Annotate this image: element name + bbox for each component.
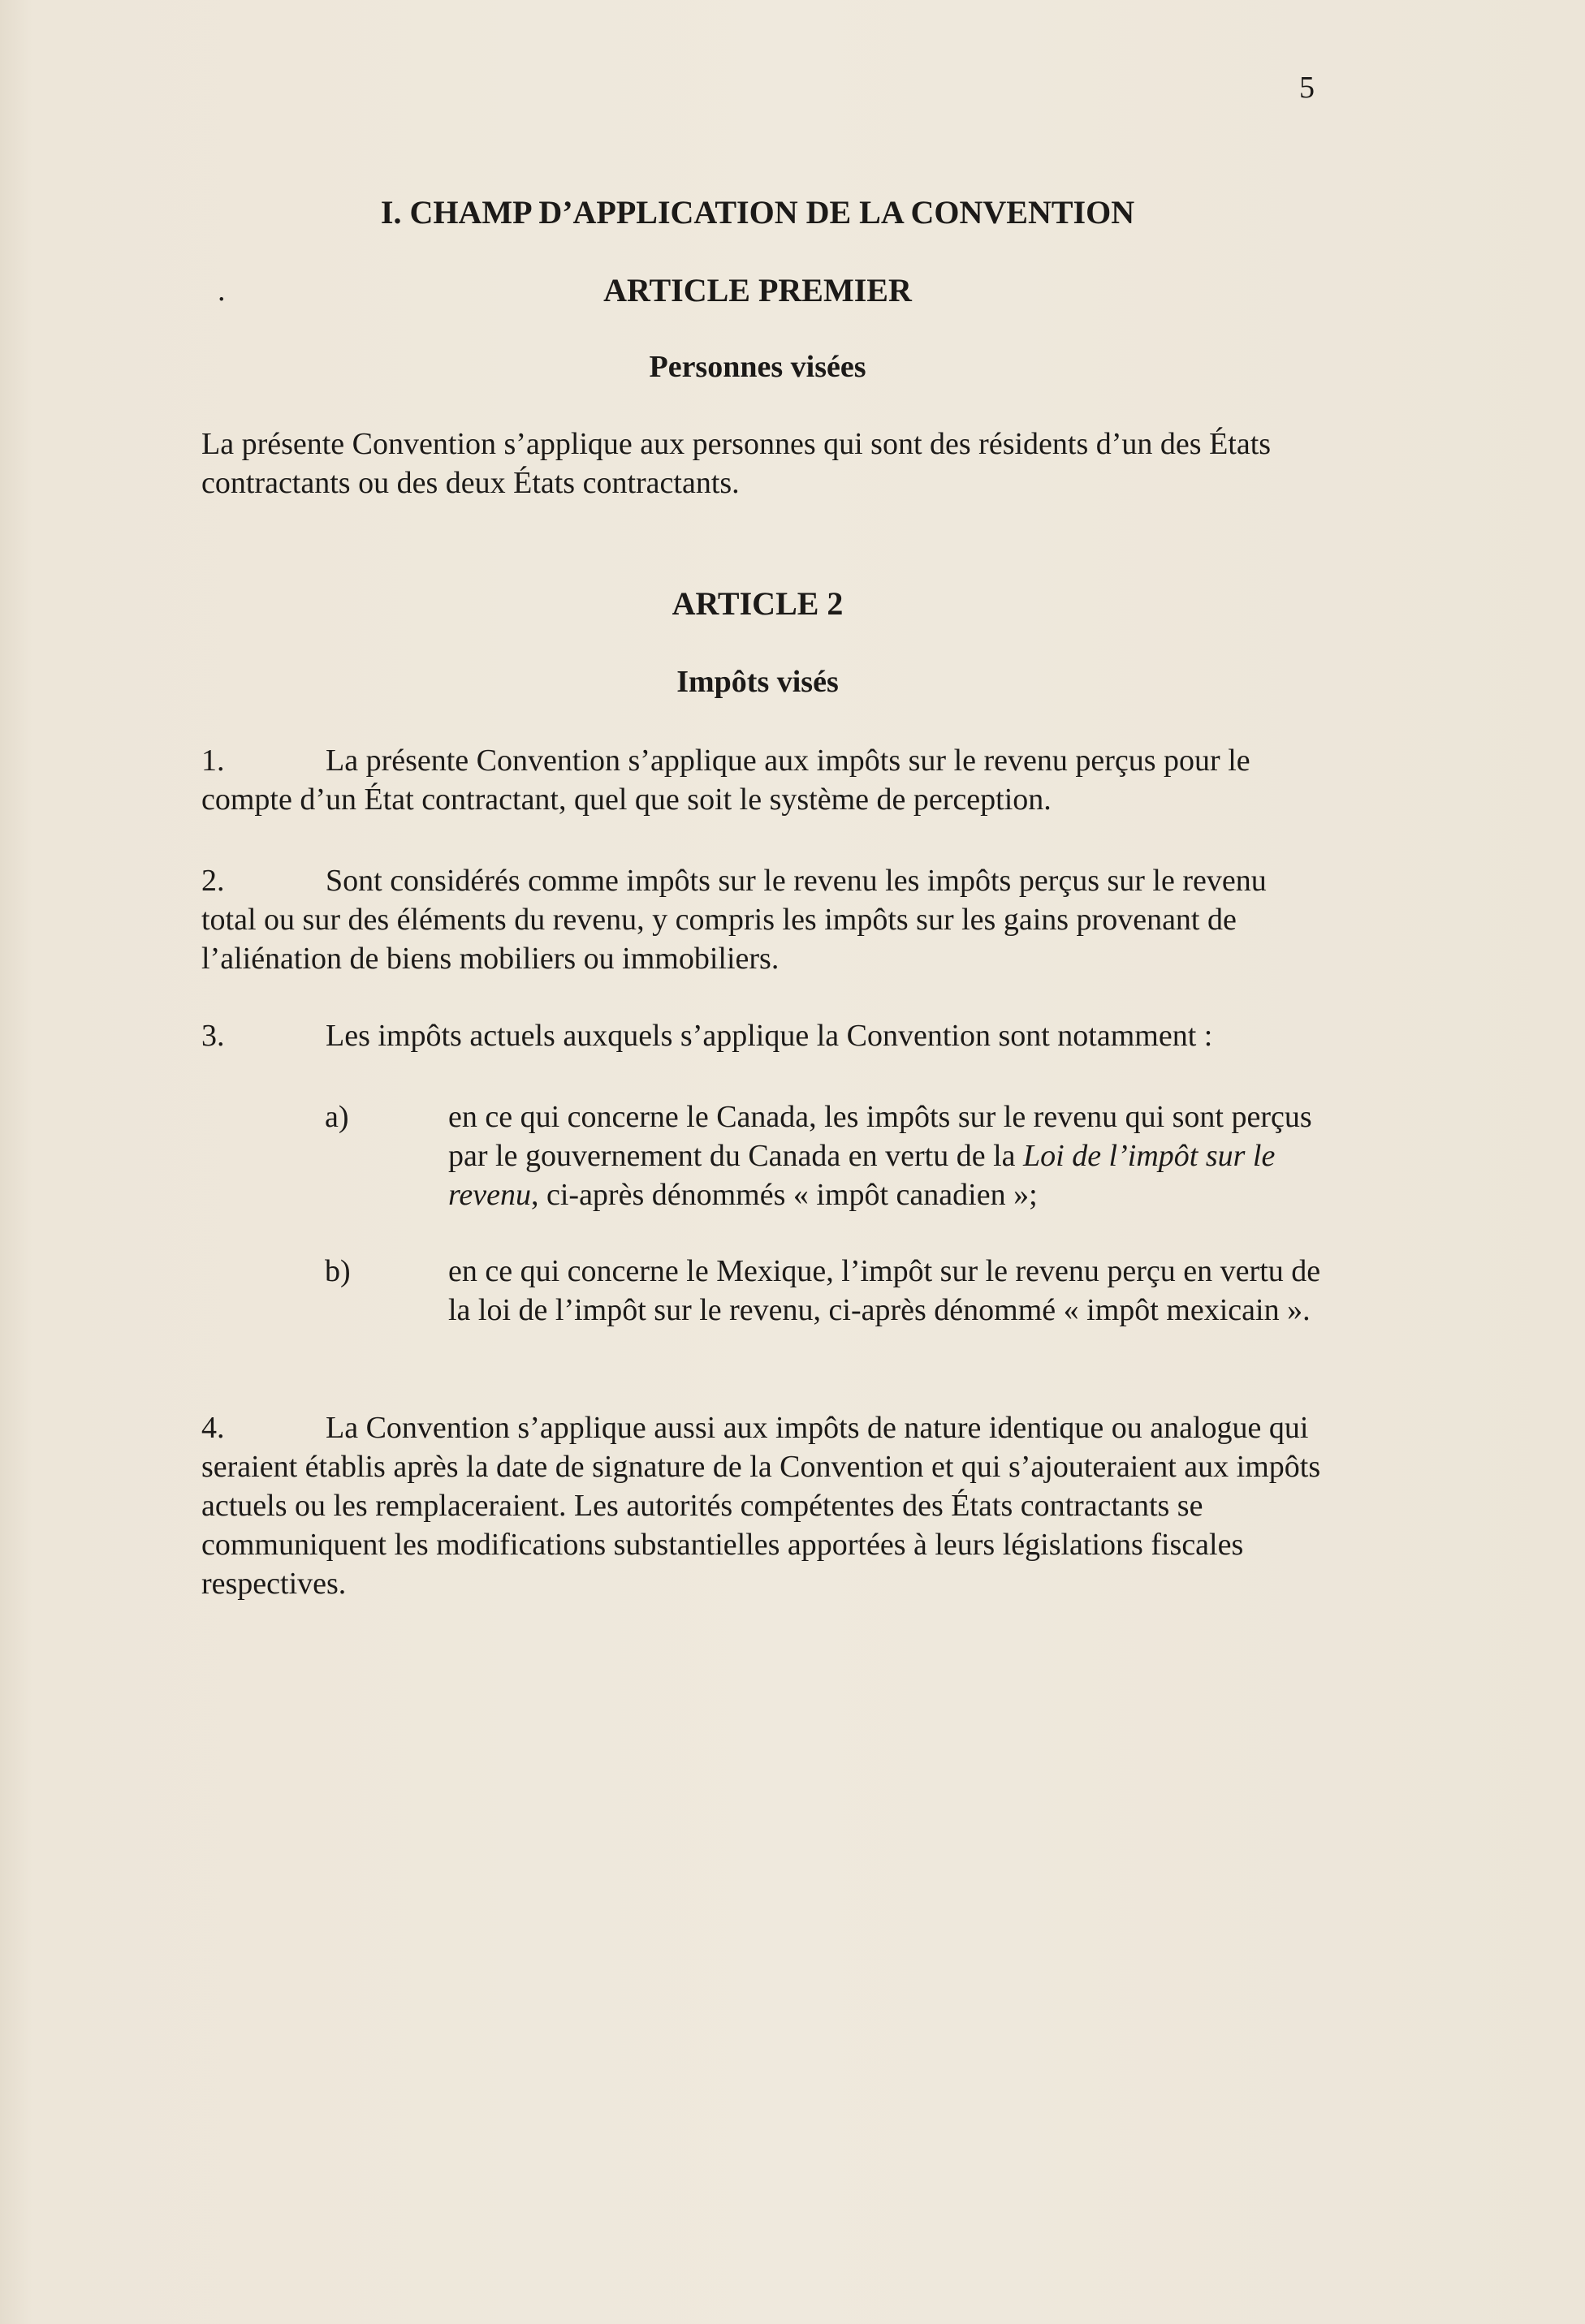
subparagraph-text-start: en ce qui concerne le Canada, les impôts sur le revenu qui sont perçus par le gouvernement du Canada en vertu de la — [448, 1100, 1312, 1173]
article-1-text: La présente Convention s’applique aux personnes qui sont des résidents d’un des États contractants ou des deux États contractants. — [201, 427, 1272, 500]
subparagraph-text-end: , ci-après dénommés « impôt canadien »; — [530, 1178, 1038, 1212]
paragraph-1 — [201, 741, 1322, 819]
page-number: 5 — [1299, 71, 1315, 105]
paragraph-number: 3. — [201, 1019, 225, 1053]
article-1-subtitle: Personnes visées — [649, 350, 866, 384]
section-title: I. CHAMP D’APPLICATION DE LA CONVENTION — [380, 194, 1135, 231]
stray-mark: . — [218, 274, 226, 308]
paragraph-4 — [201, 1408, 1322, 1603]
paragraph-text: Sont considérés comme impôts sur le revenu les impôts perçus sur le revenu total ou sur des éléments du revenu, y compris les impôts sur les gains provenant de l’aliénation de biens mobiliers ou immobiliers. — [201, 864, 1267, 976]
paragraph-number: 4. — [201, 1411, 225, 1445]
paragraph-3 — [201, 1016, 1322, 1055]
subparagraph-label: a) — [325, 1100, 349, 1134]
paragraph-text: La présente Convention s’applique aux impôts sur le revenu perçus pour le compte d’un État contractant, quel que soit le système de perception. — [201, 744, 1250, 817]
paragraph-2 — [201, 861, 1322, 978]
article-2-title: ARTICLE 2 — [672, 585, 844, 622]
law-title: Loi de l’impôt sur le revenu — [448, 1139, 1276, 1212]
article-2-subtitle: Impôts visés — [676, 665, 839, 699]
subparagraph-text: en ce qui concerne le Mexique, l’impôt sur le revenu perçu en vertu de la loi de l’impôt sur le revenu, ci-après dénommé « impôt mexicain ». — [448, 1254, 1321, 1327]
paragraph-text: Les impôts actuels auxquels s’applique la Convention sont notamment : — [326, 1019, 1213, 1053]
paragraph-number: 2. — [201, 864, 225, 898]
paragraph-number: 1. — [201, 744, 225, 778]
subparagraph-text — [448, 1097, 1341, 1214]
paragraph-text: La Convention s’applique aussi aux impôts de nature identique ou analogue qui seraient établis après la date de signature de la Convention et qui s’ajouteraient aux impôts actuels ou les remplaceraient. Les autorités compétentes des États contractants se communiquent les modifications substantielles apportées à leurs législations fiscales respectives. — [201, 1411, 1321, 1601]
article-1-title: ARTICLE PREMIER — [603, 272, 912, 308]
subparagraph-label: b) — [325, 1254, 351, 1288]
